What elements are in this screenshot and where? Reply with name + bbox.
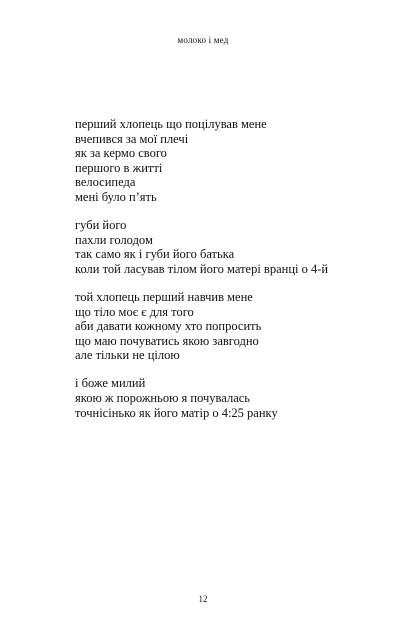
poem-line: перший хлопець що поцілував мене [75, 117, 267, 131]
poem-line: але тільки не цілою [75, 348, 180, 363]
poem-line: губи його [75, 218, 127, 233]
poem-line: і боже милий [75, 376, 146, 391]
poem-line: якою ж порожньою я почувалась [75, 391, 250, 405]
poem-line: що тіло моє є для того [75, 304, 194, 319]
poem-line: першого в житті [75, 160, 163, 175]
poem-line: вчепився за мої плечі [75, 131, 189, 146]
poem [75, 117, 395, 434]
poem-line: мені було п’ять [75, 189, 157, 204]
page-number: 12 [198, 594, 208, 604]
poem-line: що маю почуватись якою завгодно [75, 333, 259, 348]
poem-line: аби давати кожному хто попросить [75, 319, 262, 334]
poem-line: як за кермо свого [75, 146, 167, 161]
stanza-1 [75, 117, 395, 205]
poem-line: так само як і губи його батька [75, 247, 235, 262]
poem-line: коли той ласував тілом його матері вранці о 4-й [75, 261, 329, 276]
stanza-4 [75, 376, 395, 420]
poem-line: велосипеда [75, 175, 136, 190]
stanza-3 [75, 290, 395, 363]
running-header: молоко і мед [177, 35, 229, 45]
poem-line: той хлопець перший навчив мене [75, 289, 253, 304]
stanza-2 [75, 218, 395, 276]
poem-line: пахли голодом [75, 232, 153, 247]
poem-line: точнісінько як його матір о 4:25 ранку [75, 405, 278, 420]
